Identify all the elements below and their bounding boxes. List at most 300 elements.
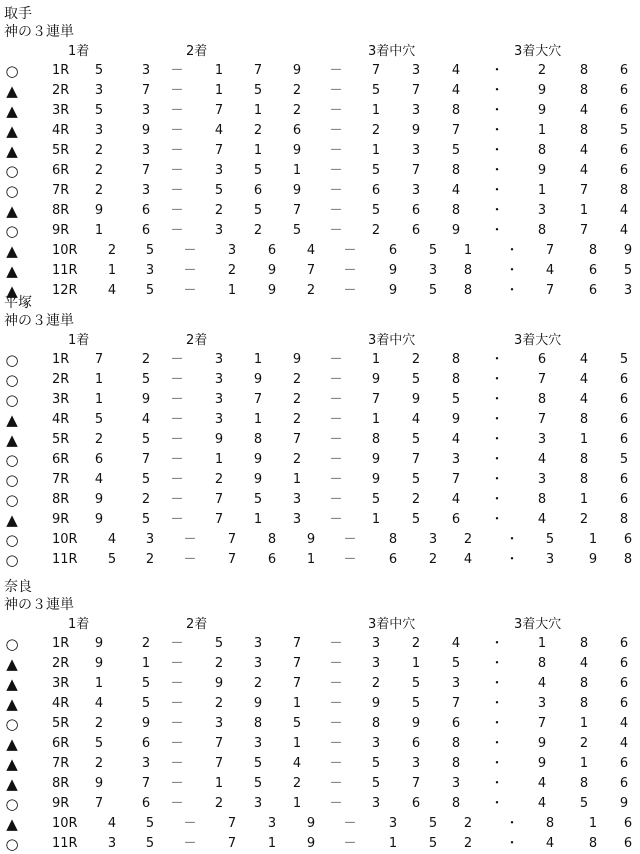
second-place-number: 7: [306, 263, 316, 278]
second-place-number: 1: [253, 352, 263, 367]
first-place-number: 7: [94, 796, 104, 811]
first-place-number: 3: [141, 183, 151, 198]
table-row: [0, 350, 640, 370]
third-big-number: 4: [579, 352, 589, 367]
third-mid-number: 8: [451, 352, 461, 367]
table-row: [0, 410, 640, 430]
third-mid-number: 1: [388, 836, 398, 851]
third-big-number: 8: [579, 636, 589, 651]
third-mid-number: 5: [371, 756, 381, 771]
second-place-number: 5: [214, 636, 224, 651]
first-place-number: 2: [141, 492, 151, 507]
circle-mark-icon: ○: [5, 182, 19, 200]
third-big-number: 8: [588, 243, 598, 258]
third-mid-number: 9: [388, 283, 398, 298]
column-header: 2着: [186, 617, 208, 632]
venue-section: [0, 3, 640, 301]
dot-separator: ・: [490, 352, 504, 367]
second-place-number: 9: [253, 472, 263, 487]
third-mid-number: 3: [411, 756, 421, 771]
race-number: 5R: [52, 716, 70, 731]
race-number: 4R: [52, 123, 70, 138]
dash-separator: －: [343, 283, 357, 298]
race-number: 11R: [52, 552, 78, 567]
dash-separator: －: [329, 352, 343, 367]
column-header: 2着: [186, 333, 208, 348]
third-big-number: 4: [579, 163, 589, 178]
second-place-number: 9: [292, 183, 302, 198]
second-place-number: 9: [253, 452, 263, 467]
dash-separator: －: [183, 263, 197, 278]
third-mid-number: 9: [371, 372, 381, 387]
column-header: 3着中穴: [368, 333, 416, 348]
first-place-number: 4: [141, 412, 151, 427]
second-place-number: 3: [214, 412, 224, 427]
second-place-number: 7: [227, 552, 237, 567]
third-mid-number: 8: [451, 756, 461, 771]
third-big-number: 4: [537, 776, 547, 791]
third-big-number: 8: [579, 123, 589, 138]
third-big-number: 4: [619, 716, 629, 731]
third-mid-number: 7: [371, 63, 381, 78]
dash-separator: －: [170, 676, 184, 691]
first-place-number: 4: [107, 532, 117, 547]
third-mid-number: 3: [411, 103, 421, 118]
first-place-number: 5: [141, 696, 151, 711]
third-mid-number: 8: [451, 163, 461, 178]
second-place-number: 8: [253, 716, 263, 731]
dash-separator: －: [329, 512, 343, 527]
dash-separator: －: [170, 163, 184, 178]
third-big-number: 6: [619, 143, 629, 158]
third-mid-number: 6: [411, 223, 421, 238]
dash-separator: －: [343, 816, 357, 831]
third-big-number: 5: [619, 352, 629, 367]
third-big-number: 9: [537, 756, 547, 771]
second-place-number: 3: [214, 372, 224, 387]
third-mid-number: 6: [411, 203, 421, 218]
dot-separator: ・: [490, 776, 504, 791]
race-number: 6R: [52, 452, 70, 467]
third-mid-number: 8: [463, 283, 473, 298]
third-big-number: 6: [619, 756, 629, 771]
second-place-number: 3: [253, 636, 263, 651]
first-place-number: 5: [94, 736, 104, 751]
first-place-number: 3: [141, 756, 151, 771]
third-big-number: 6: [619, 103, 629, 118]
venue-name: 平塚: [4, 295, 32, 311]
table-row: [0, 734, 640, 754]
third-big-number: 3: [623, 283, 633, 298]
dash-separator: －: [170, 123, 184, 138]
first-place-number: 6: [94, 452, 104, 467]
second-place-number: 6: [267, 552, 277, 567]
dash-separator: －: [170, 716, 184, 731]
section-subtitle: 神の３連単: [4, 597, 74, 613]
dot-separator: ・: [505, 283, 519, 298]
dash-separator: －: [329, 736, 343, 751]
dash-separator: －: [329, 452, 343, 467]
column-header: 3着大穴: [514, 44, 562, 59]
second-place-number: 6: [253, 183, 263, 198]
third-mid-number: 9: [411, 392, 421, 407]
dot-separator: ・: [490, 636, 504, 651]
second-place-number: 7: [292, 432, 302, 447]
triangle-mark-icon: ▲: [6, 511, 18, 529]
second-place-number: 9: [267, 283, 277, 298]
first-place-number: 5: [141, 372, 151, 387]
dash-separator: －: [343, 532, 357, 547]
triangle-mark-icon: ▲: [6, 695, 18, 713]
third-mid-number: 9: [411, 716, 421, 731]
second-place-number: 1: [214, 452, 224, 467]
dash-separator: －: [170, 63, 184, 78]
dot-separator: ・: [505, 836, 519, 851]
first-place-number: 3: [94, 83, 104, 98]
first-place-number: 5: [141, 472, 151, 487]
third-big-number: 6: [623, 532, 633, 547]
race-number: 2R: [52, 372, 70, 387]
column-header: 3着中穴: [368, 44, 416, 59]
second-place-number: 3: [253, 736, 263, 751]
table-row: [0, 634, 640, 654]
second-place-number: 5: [253, 203, 263, 218]
third-big-number: 8: [537, 492, 547, 507]
third-big-number: 6: [537, 352, 547, 367]
third-mid-number: 7: [451, 472, 461, 487]
second-place-number: 2: [214, 472, 224, 487]
first-place-number: 3: [141, 143, 151, 158]
race-number: 4R: [52, 412, 70, 427]
third-mid-number: 6: [451, 716, 461, 731]
third-mid-number: 5: [371, 492, 381, 507]
third-mid-number: 8: [388, 532, 398, 547]
second-place-number: 2: [292, 83, 302, 98]
circle-mark-icon: ○: [5, 835, 19, 853]
second-place-number: 3: [253, 796, 263, 811]
table-row: [0, 470, 640, 490]
third-big-number: 8: [537, 143, 547, 158]
third-mid-number: 5: [411, 472, 421, 487]
third-mid-number: 5: [428, 816, 438, 831]
third-mid-number: 8: [463, 263, 473, 278]
second-place-number: 7: [253, 392, 263, 407]
second-place-number: 3: [292, 512, 302, 527]
third-mid-number: 6: [371, 183, 381, 198]
circle-mark-icon: ○: [5, 635, 19, 653]
second-place-number: 7: [214, 756, 224, 771]
triangle-mark-icon: ▲: [6, 102, 18, 120]
second-place-number: 1: [292, 696, 302, 711]
table-row: [0, 510, 640, 530]
dash-separator: －: [183, 532, 197, 547]
second-place-number: 5: [292, 716, 302, 731]
first-place-number: 2: [107, 243, 117, 258]
first-place-number: 9: [94, 203, 104, 218]
table-row: [0, 450, 640, 470]
first-place-number: 2: [94, 163, 104, 178]
second-place-number: 2: [214, 696, 224, 711]
third-mid-number: 3: [428, 532, 438, 547]
second-place-number: 2: [253, 223, 263, 238]
third-big-number: 4: [579, 392, 589, 407]
table-row: [0, 241, 640, 261]
third-mid-number: 2: [463, 816, 473, 831]
second-place-number: 2: [292, 372, 302, 387]
dot-separator: ・: [490, 143, 504, 158]
dash-separator: －: [170, 492, 184, 507]
third-mid-number: 2: [463, 532, 473, 547]
third-big-number: 4: [579, 656, 589, 671]
dash-separator: －: [170, 83, 184, 98]
first-place-number: 4: [107, 283, 117, 298]
third-mid-number: 9: [371, 452, 381, 467]
third-mid-number: 1: [371, 412, 381, 427]
third-big-number: 2: [579, 736, 589, 751]
dash-separator: －: [343, 263, 357, 278]
third-mid-number: 5: [451, 392, 461, 407]
third-big-number: 8: [579, 676, 589, 691]
dash-separator: －: [329, 492, 343, 507]
dash-separator: －: [343, 836, 357, 851]
third-big-number: 4: [537, 676, 547, 691]
third-mid-number: 9: [451, 412, 461, 427]
column-header: 3着大穴: [514, 333, 562, 348]
table-row: [0, 81, 640, 101]
third-big-number: 7: [545, 283, 555, 298]
second-place-number: 7: [253, 63, 263, 78]
triangle-mark-icon: ▲: [6, 282, 18, 300]
second-place-number: 9: [292, 143, 302, 158]
dot-separator: ・: [490, 163, 504, 178]
second-place-number: 7: [227, 532, 237, 547]
triangle-mark-icon: ▲: [6, 262, 18, 280]
table-row: [0, 814, 640, 834]
third-mid-number: 3: [451, 676, 461, 691]
dash-separator: －: [170, 636, 184, 651]
dash-separator: －: [170, 796, 184, 811]
circle-mark-icon: ○: [5, 62, 19, 80]
third-big-number: 5: [619, 123, 629, 138]
dash-separator: －: [170, 696, 184, 711]
third-mid-number: 7: [411, 452, 421, 467]
column-header: 3着大穴: [514, 617, 562, 632]
first-place-number: 2: [94, 716, 104, 731]
table-row: [0, 834, 640, 854]
column-header: 3着中穴: [368, 617, 416, 632]
first-place-number: 3: [107, 836, 117, 851]
dash-separator: －: [170, 656, 184, 671]
third-mid-number: 5: [411, 676, 421, 691]
second-place-number: 5: [253, 776, 263, 791]
table-row: [0, 221, 640, 241]
third-big-number: 4: [619, 223, 629, 238]
first-place-number: 5: [141, 432, 151, 447]
second-place-number: 3: [253, 656, 263, 671]
triangle-mark-icon: ▲: [6, 755, 18, 773]
table-row: [0, 390, 640, 410]
dot-separator: ・: [490, 432, 504, 447]
third-mid-number: 8: [451, 103, 461, 118]
first-place-number: 5: [141, 512, 151, 527]
third-mid-number: 9: [371, 472, 381, 487]
third-big-number: 7: [537, 412, 547, 427]
third-mid-number: 5: [428, 836, 438, 851]
third-big-number: 1: [579, 432, 589, 447]
third-mid-number: 8: [371, 716, 381, 731]
first-place-number: 4: [94, 696, 104, 711]
third-mid-number: 5: [451, 656, 461, 671]
dash-separator: －: [170, 512, 184, 527]
third-big-number: 9: [537, 163, 547, 178]
third-big-number: 6: [619, 432, 629, 447]
first-place-number: 9: [141, 716, 151, 731]
dot-separator: ・: [490, 183, 504, 198]
third-big-number: 1: [537, 636, 547, 651]
third-big-number: 7: [545, 243, 555, 258]
second-place-number: 1: [253, 412, 263, 427]
dash-separator: －: [329, 143, 343, 158]
third-big-number: 7: [579, 223, 589, 238]
third-big-number: 8: [579, 63, 589, 78]
second-place-number: 2: [306, 283, 316, 298]
dash-separator: －: [170, 392, 184, 407]
triangle-mark-icon: ▲: [6, 142, 18, 160]
column-header: 1着: [68, 44, 90, 59]
second-place-number: 2: [292, 103, 302, 118]
first-place-number: 1: [94, 392, 104, 407]
dot-separator: ・: [490, 123, 504, 138]
first-place-number: 9: [141, 392, 151, 407]
second-place-number: 9: [214, 676, 224, 691]
second-place-number: 7: [214, 103, 224, 118]
first-place-number: 1: [141, 656, 151, 671]
circle-mark-icon: ○: [5, 531, 19, 549]
third-mid-number: 3: [388, 816, 398, 831]
first-place-number: 5: [94, 103, 104, 118]
dot-separator: ・: [505, 243, 519, 258]
table-row: [0, 754, 640, 774]
race-number: 9R: [52, 796, 70, 811]
third-big-number: 8: [579, 83, 589, 98]
third-big-number: 6: [623, 816, 633, 831]
third-big-number: 1: [579, 492, 589, 507]
second-place-number: 7: [227, 836, 237, 851]
third-big-number: 9: [537, 103, 547, 118]
dash-separator: －: [329, 123, 343, 138]
third-big-number: 1: [579, 756, 589, 771]
second-place-number: 7: [214, 736, 224, 751]
venue-name: 取手: [4, 6, 32, 22]
third-big-number: 7: [537, 716, 547, 731]
third-big-number: 8: [537, 656, 547, 671]
second-place-number: 2: [292, 412, 302, 427]
dot-separator: ・: [490, 452, 504, 467]
dash-separator: －: [329, 756, 343, 771]
race-number: 2R: [52, 656, 70, 671]
third-mid-number: 2: [411, 492, 421, 507]
third-big-number: 8: [619, 512, 629, 527]
third-mid-number: 4: [411, 412, 421, 427]
first-place-number: 7: [94, 352, 104, 367]
third-big-number: 6: [619, 63, 629, 78]
table-row: [0, 121, 640, 141]
first-place-number: 4: [94, 472, 104, 487]
dash-separator: －: [329, 796, 343, 811]
table-row: [0, 674, 640, 694]
third-mid-number: 5: [451, 143, 461, 158]
first-place-number: 3: [145, 263, 155, 278]
third-big-number: 3: [537, 472, 547, 487]
third-big-number: 6: [588, 283, 598, 298]
dot-separator: ・: [490, 103, 504, 118]
second-place-number: 3: [214, 716, 224, 731]
third-big-number: 6: [619, 696, 629, 711]
race-number: 9R: [52, 512, 70, 527]
third-big-number: 1: [579, 716, 589, 731]
third-big-number: 9: [537, 83, 547, 98]
third-mid-number: 5: [371, 83, 381, 98]
dash-separator: －: [329, 83, 343, 98]
race-number: 7R: [52, 756, 70, 771]
third-big-number: 6: [619, 163, 629, 178]
third-mid-number: 6: [451, 512, 461, 527]
first-place-number: 9: [94, 656, 104, 671]
third-big-number: 6: [619, 636, 629, 651]
third-mid-number: 3: [371, 796, 381, 811]
third-mid-number: 1: [371, 512, 381, 527]
third-big-number: 9: [537, 736, 547, 751]
third-big-number: 8: [619, 183, 629, 198]
third-big-number: 9: [619, 796, 629, 811]
second-place-number: 7: [214, 512, 224, 527]
first-place-number: 9: [141, 123, 151, 138]
third-big-number: 8: [537, 223, 547, 238]
first-place-number: 4: [107, 816, 117, 831]
dash-separator: －: [170, 432, 184, 447]
dash-separator: －: [170, 103, 184, 118]
dash-separator: －: [170, 143, 184, 158]
third-big-number: 3: [545, 552, 555, 567]
third-mid-number: 9: [411, 123, 421, 138]
second-place-number: 7: [292, 676, 302, 691]
second-place-number: 7: [292, 656, 302, 671]
column-header: 1着: [68, 617, 90, 632]
race-number: 10R: [52, 243, 78, 258]
dash-separator: －: [170, 776, 184, 791]
third-big-number: 8: [623, 552, 633, 567]
dot-separator: ・: [490, 492, 504, 507]
second-place-number: 5: [214, 183, 224, 198]
triangle-mark-icon: ▲: [6, 431, 18, 449]
third-big-number: 3: [537, 432, 547, 447]
third-mid-number: 8: [451, 372, 461, 387]
first-place-number: 9: [94, 512, 104, 527]
second-place-number: 1: [267, 836, 277, 851]
second-place-number: 1: [253, 103, 263, 118]
second-place-number: 2: [253, 676, 263, 691]
race-number: 6R: [52, 163, 70, 178]
triangle-mark-icon: ▲: [6, 202, 18, 220]
third-mid-number: 7: [451, 123, 461, 138]
dash-separator: －: [329, 656, 343, 671]
second-place-number: 7: [292, 203, 302, 218]
third-mid-number: 4: [451, 63, 461, 78]
third-mid-number: 7: [411, 83, 421, 98]
second-place-number: 9: [267, 263, 277, 278]
first-place-number: 1: [94, 676, 104, 691]
dash-separator: －: [329, 163, 343, 178]
